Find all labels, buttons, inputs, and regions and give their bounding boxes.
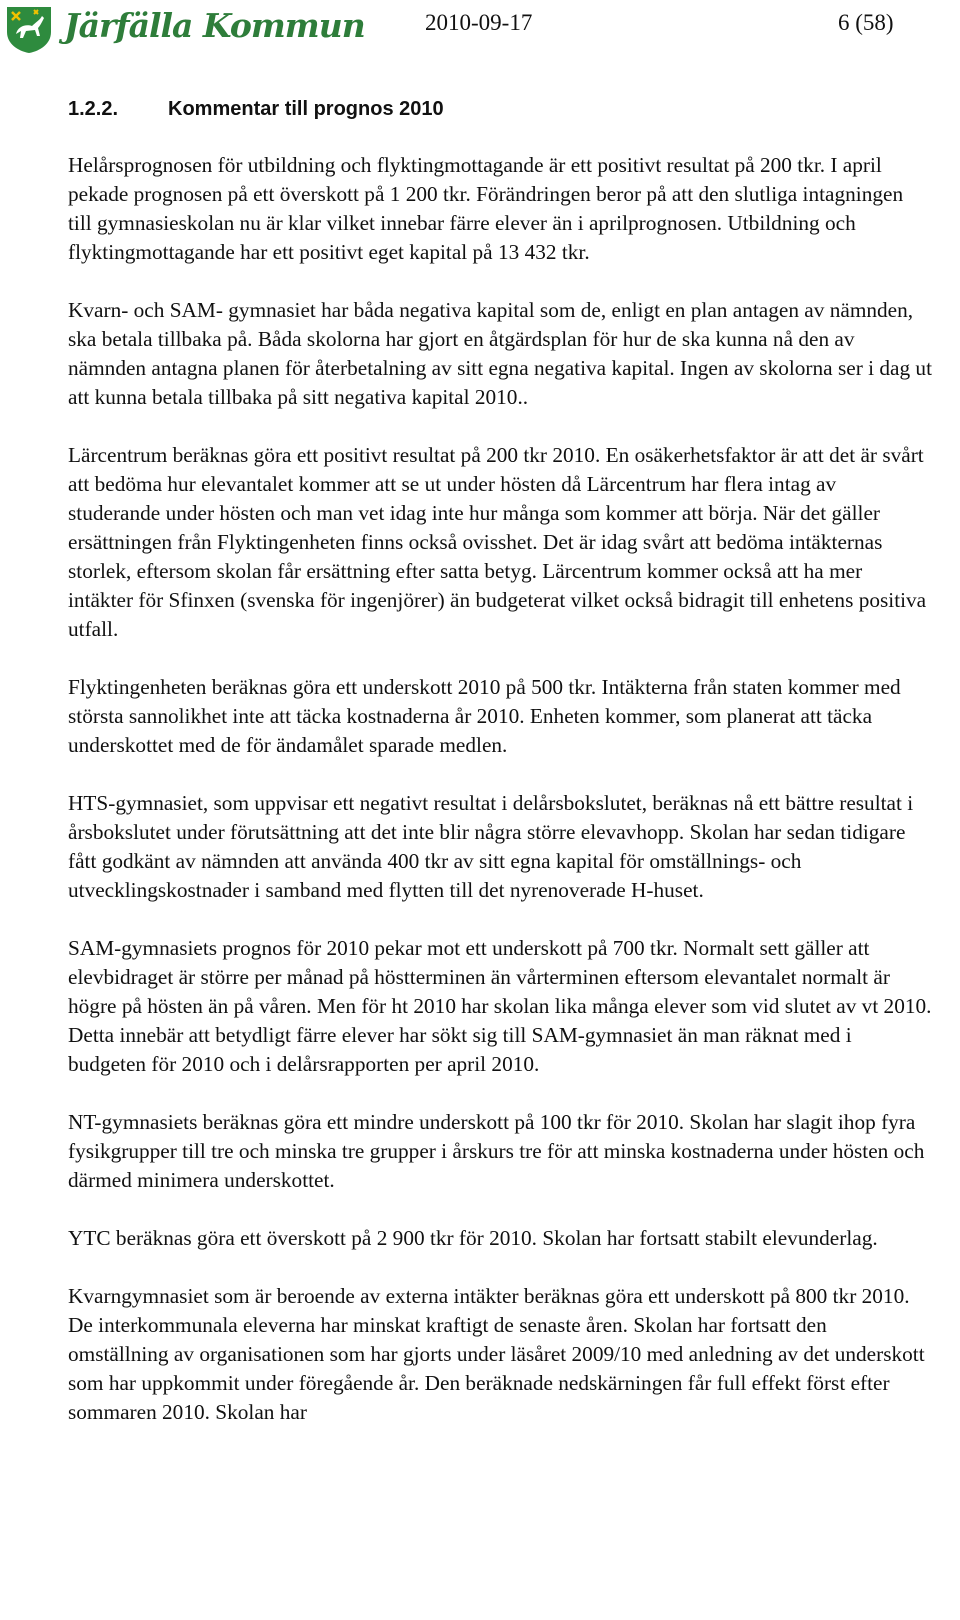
paragraph: Flyktingenheten beräknas göra ett underskott 2010 på 500 tkr. Intäkterna från staten kommer med största sannolikhet inte att täcka kostnaderna år 2010. Enheten kommer, som planerat att täcka underskottet med de för ändamålet sparade medlen. (68, 675, 901, 757)
document-date: 2010-09-17 (425, 10, 533, 35)
logo-wordmark: Järfälla Kommun (64, 6, 365, 45)
paragraph: SAM-gymnasiets prognos för 2010 pekar mot ett underskott på 700 tkr. Normalt sett gäller att elevbidraget är större per månad på höstterminen än vårterminen eftersom elevantalet normalt är högre på hösten än på våren. Men för ht 2010 har skolan lika många elever som vid slutet av vt 2010. Detta innebär att betydligt färre elever har sökt sig till SAM-gymnasiet än man räknat med i budgeten för 2010 och i delårsrapporten per april 2010. (68, 936, 932, 1076)
section-title: Kommentar till prognos 2010 (168, 98, 444, 120)
paragraph: NT-gymnasiets beräknas göra ett mindre underskott på 100 tkr för 2010. Skolan har slagit ihop fyra fysikgrupper till tre och minska tre grupper i årskurs tre för att minska kostnaderna under hösten och därmed minimera underskottet. (68, 1110, 925, 1192)
section-heading (68, 98, 444, 121)
paragraph: Kvarngymnasiet som är beroende av externa intäkter beräknas göra ett underskott på 800 tkr 2010. De interkommunala eleverna har minskat kraftigt de senaste åren. Skolan har fortsatt den omställning av organisationen som har gjorts under läsåret 2009/10 med anledning av det underskott som har uppkommit under föregående år. Den beräknade nedskärningen får full effekt först efter sommaren 2010. Skolan har (68, 1284, 925, 1424)
paragraph: Helårsprognosen för utbildning och flyktingmottagande är ett positivt resultat på 200 tkr. I april pekade prognosen på ett överskott på 1 200 tkr. Förändringen beror på att den slutliga intagningen till gymnasieskolan nu är klar vilket innebar färre elever än i aprilprognosen. Utbildning och flyktingmottagande har ett positivt eget kapital på 13 432 tkr. (68, 153, 904, 264)
coat-of-arms-icon (4, 4, 54, 54)
section-number: 1.2.2. (68, 98, 119, 120)
page-number: 6 (58) (838, 10, 894, 35)
document-body (68, 151, 932, 1456)
paragraph: Kvarn- och SAM- gymnasiet har båda negativa kapital som de, enligt en plan antagen av nämnden, ska betala tillbaka på. Båda skolorna har gjort en åtgärdsplan för hur de ska kunna nå den av nämnden antagna planen för återbetalning av sitt egna negativa kapital. Ingen av skolorna ser i dag ut att kunna betala tillbaka på sitt negativa kapital 2010.. (68, 298, 932, 409)
paragraph: HTS-gymnasiet, som uppvisar ett negativt resultat i delårsbokslutet, beräknas nå ett bättre resultat i årsbokslutet under förutsättning att det inte blir några större elevavhopp. Skolan har sedan tidigare fått godkänt av nämnden att använda 400 tkr av sitt egna kapital för omställnings- och utvecklingskostnader i samband med flytten till det nyrenoverade H-huset. (68, 791, 914, 902)
municipality-logo (4, 4, 365, 60)
paragraph: Lärcentrum beräknas göra ett positivt resultat på 200 tkr 2010. En osäkerhetsfaktor är att det är svårt att bedöma hur elevantalet kommer att se ut under hösten då Lärcentrum har flera intag av studerande under hösten och man vet idag inte hur många som kommer att börja. När det gäller ersättningen från Flyktingenheten finns också ovisshet. Det är idag svårt att bedöma intäkternas storlek, eftersom skolan får ersättning efter satta betyg. Lärcentrum kommer också att ha mer intäkter för Sfinxen (svenska för ingenjörer) än budgeterat vilket också bidragit till enhetens positiva utfall. (68, 443, 927, 641)
paragraph: YTC beräknas göra ett överskott på 2 900 tkr för 2010. Skolan har fortsatt stabilt elevunderlag. (68, 1226, 878, 1250)
